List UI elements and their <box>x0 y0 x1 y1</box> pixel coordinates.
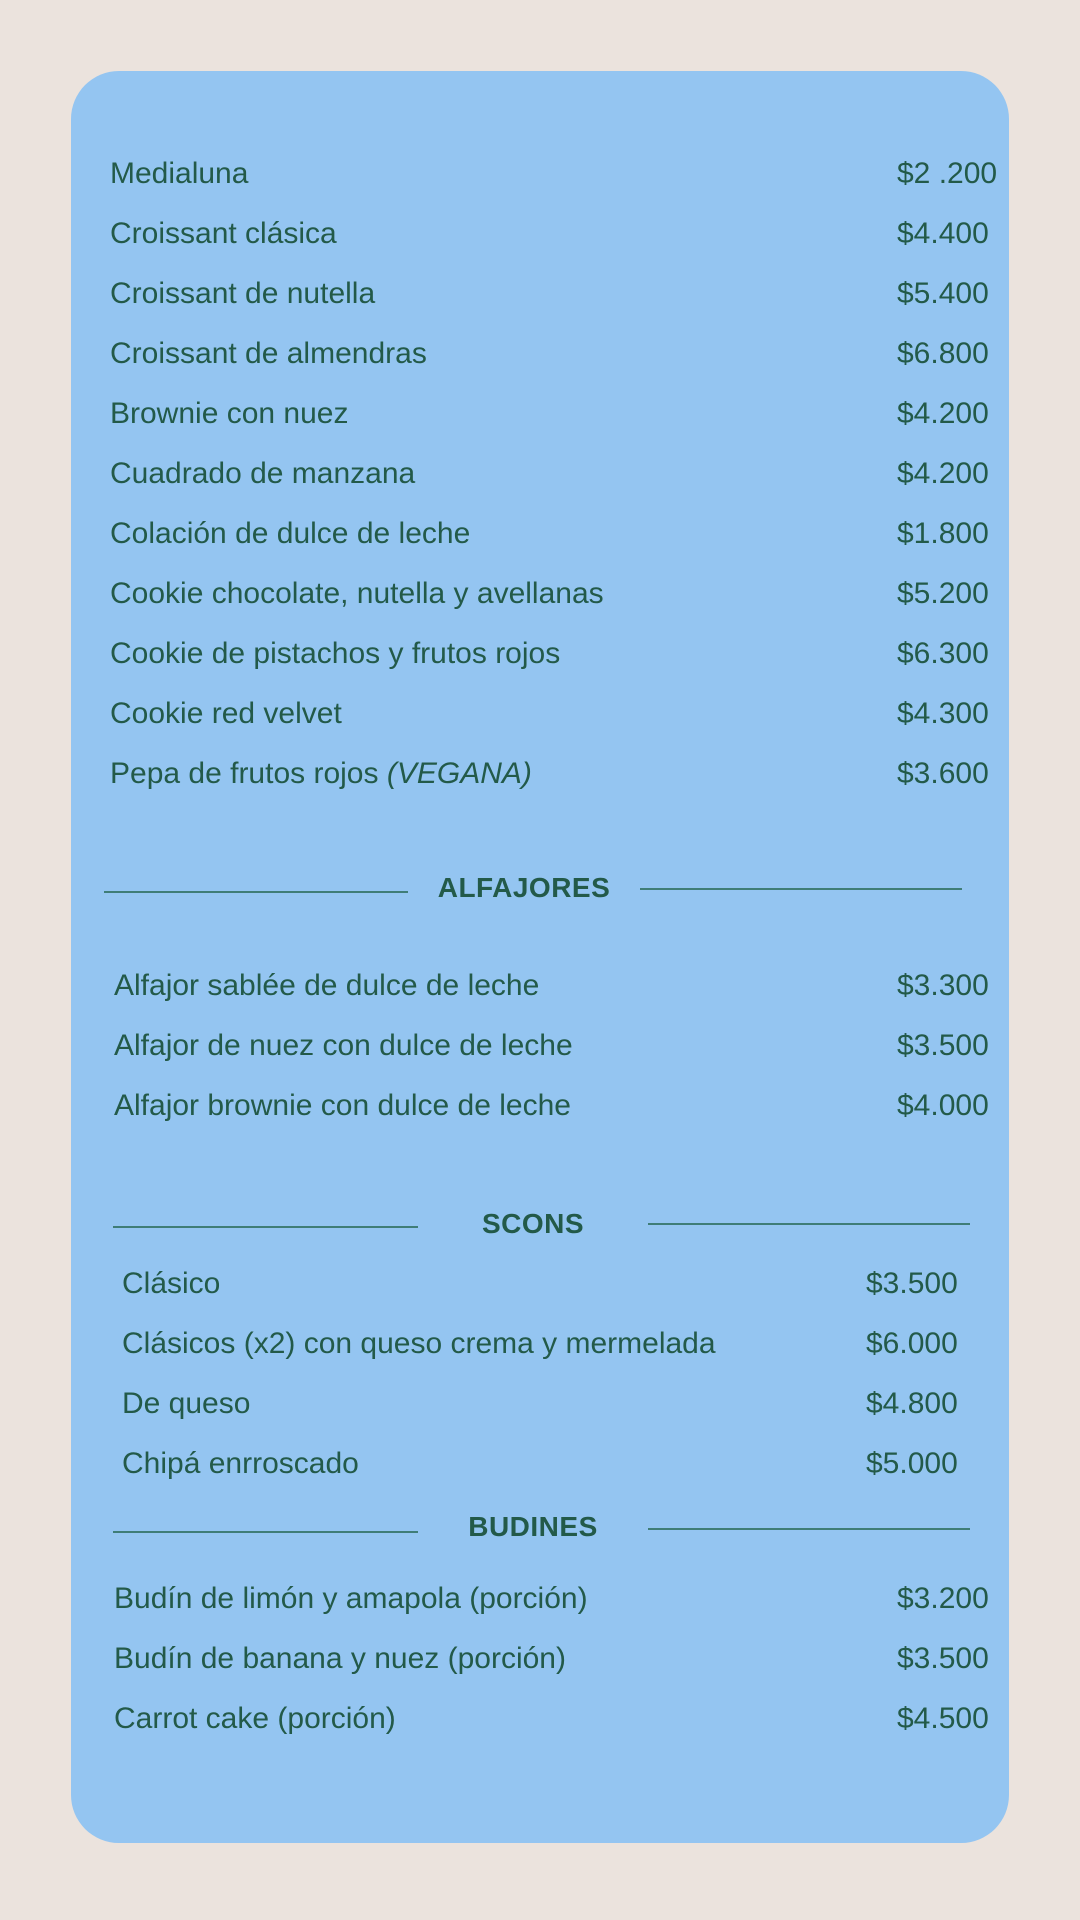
menu-item <box>114 964 989 1008</box>
item-price: $6.000 <box>866 1327 958 1360</box>
menu-item <box>110 632 989 676</box>
item-price: $1.800 <box>897 517 989 550</box>
menu-item <box>110 212 989 256</box>
section-title-alfajores: ALFAJORES <box>437 872 611 903</box>
menu-item <box>122 1322 978 1366</box>
item-price: $4.400 <box>897 217 989 250</box>
section-divider-left <box>113 1226 418 1228</box>
item-name: Colación de dulce de leche <box>110 517 471 550</box>
vegan-note: (VEGANA) <box>386 757 532 790</box>
section-title-budines: BUDINES <box>468 1511 598 1542</box>
item-name: Cookie red velvet <box>110 697 342 730</box>
item-name: Cookie de pistachos y frutos rojos <box>110 637 561 670</box>
item-price: $5.400 <box>897 277 989 310</box>
section-divider-left <box>113 1531 418 1533</box>
menu-item <box>110 152 998 196</box>
item-price: $3.200 <box>897 1582 989 1615</box>
menu-item <box>110 752 989 796</box>
menu-item <box>114 1637 989 1681</box>
item-name: Carrot cake (porción) <box>114 1702 396 1735</box>
item-price: $3.500 <box>897 1642 989 1675</box>
item-name: Medialuna <box>110 157 249 190</box>
item-price: $6.300 <box>897 637 989 670</box>
item-name-text: Pepa de frutos rojos <box>110 757 379 790</box>
item-price: $4.200 <box>897 397 989 430</box>
menu-item <box>114 1024 989 1068</box>
menu-card <box>71 71 1009 1843</box>
menu-item <box>114 1577 989 1621</box>
item-name: Alfajor sablée de dulce de leche <box>114 969 540 1002</box>
item-name: Croissant clásica <box>110 217 337 250</box>
item-price: $3.600 <box>897 757 989 790</box>
section-divider-right <box>640 888 962 890</box>
menu-item <box>110 452 989 496</box>
menu-item <box>114 1697 989 1741</box>
menu-item <box>122 1382 978 1426</box>
item-price: $4.800 <box>866 1387 958 1420</box>
item-price: $5.000 <box>866 1447 958 1480</box>
item-name: Chipá enrroscado <box>122 1447 359 1480</box>
item-price: $2 .200 <box>897 157 998 190</box>
item-price: $4.000 <box>897 1089 989 1122</box>
item-name: Croissant de almendras <box>110 337 427 370</box>
item-price: $3.300 <box>897 969 989 1002</box>
menu-item <box>110 332 989 376</box>
item-price: $4.500 <box>897 1702 989 1735</box>
menu-item <box>110 392 989 436</box>
item-name: Croissant de nutella <box>110 277 376 310</box>
menu-item <box>110 512 989 556</box>
menu-item <box>122 1262 978 1306</box>
menu-item <box>122 1442 978 1486</box>
item-price: $4.200 <box>897 457 989 490</box>
item-name: Clásico <box>122 1267 221 1300</box>
item-name: Alfajor brownie con dulce de leche <box>114 1089 571 1122</box>
menu-item <box>110 692 989 736</box>
item-name: Cuadrado de manzana <box>110 457 416 490</box>
menu-item <box>110 272 989 316</box>
item-name: Alfajor de nuez con dulce de leche <box>114 1029 573 1062</box>
section-divider-right <box>648 1528 970 1530</box>
section-title-scons: SCONS <box>481 1208 585 1239</box>
section-divider-right <box>648 1223 970 1225</box>
item-name: Cookie chocolate, nutella y avellanas <box>110 577 604 610</box>
item-name <box>110 752 532 796</box>
item-name: Budín de limón y amapola (porción) <box>114 1582 588 1615</box>
section-divider-left <box>104 891 408 893</box>
item-price: $4.300 <box>897 697 989 730</box>
menu-item <box>110 572 989 616</box>
item-name: Brownie con nuez <box>110 397 349 430</box>
item-price: $3.500 <box>897 1029 989 1062</box>
item-price: $3.500 <box>866 1267 958 1300</box>
item-name: Budín de banana y nuez (porción) <box>114 1642 566 1675</box>
item-price: $6.800 <box>897 337 989 370</box>
item-price: $5.200 <box>897 577 989 610</box>
item-name: De queso <box>122 1387 251 1420</box>
item-name: Clásicos (x2) con queso crema y mermelada <box>122 1327 716 1360</box>
menu-item <box>114 1084 989 1128</box>
